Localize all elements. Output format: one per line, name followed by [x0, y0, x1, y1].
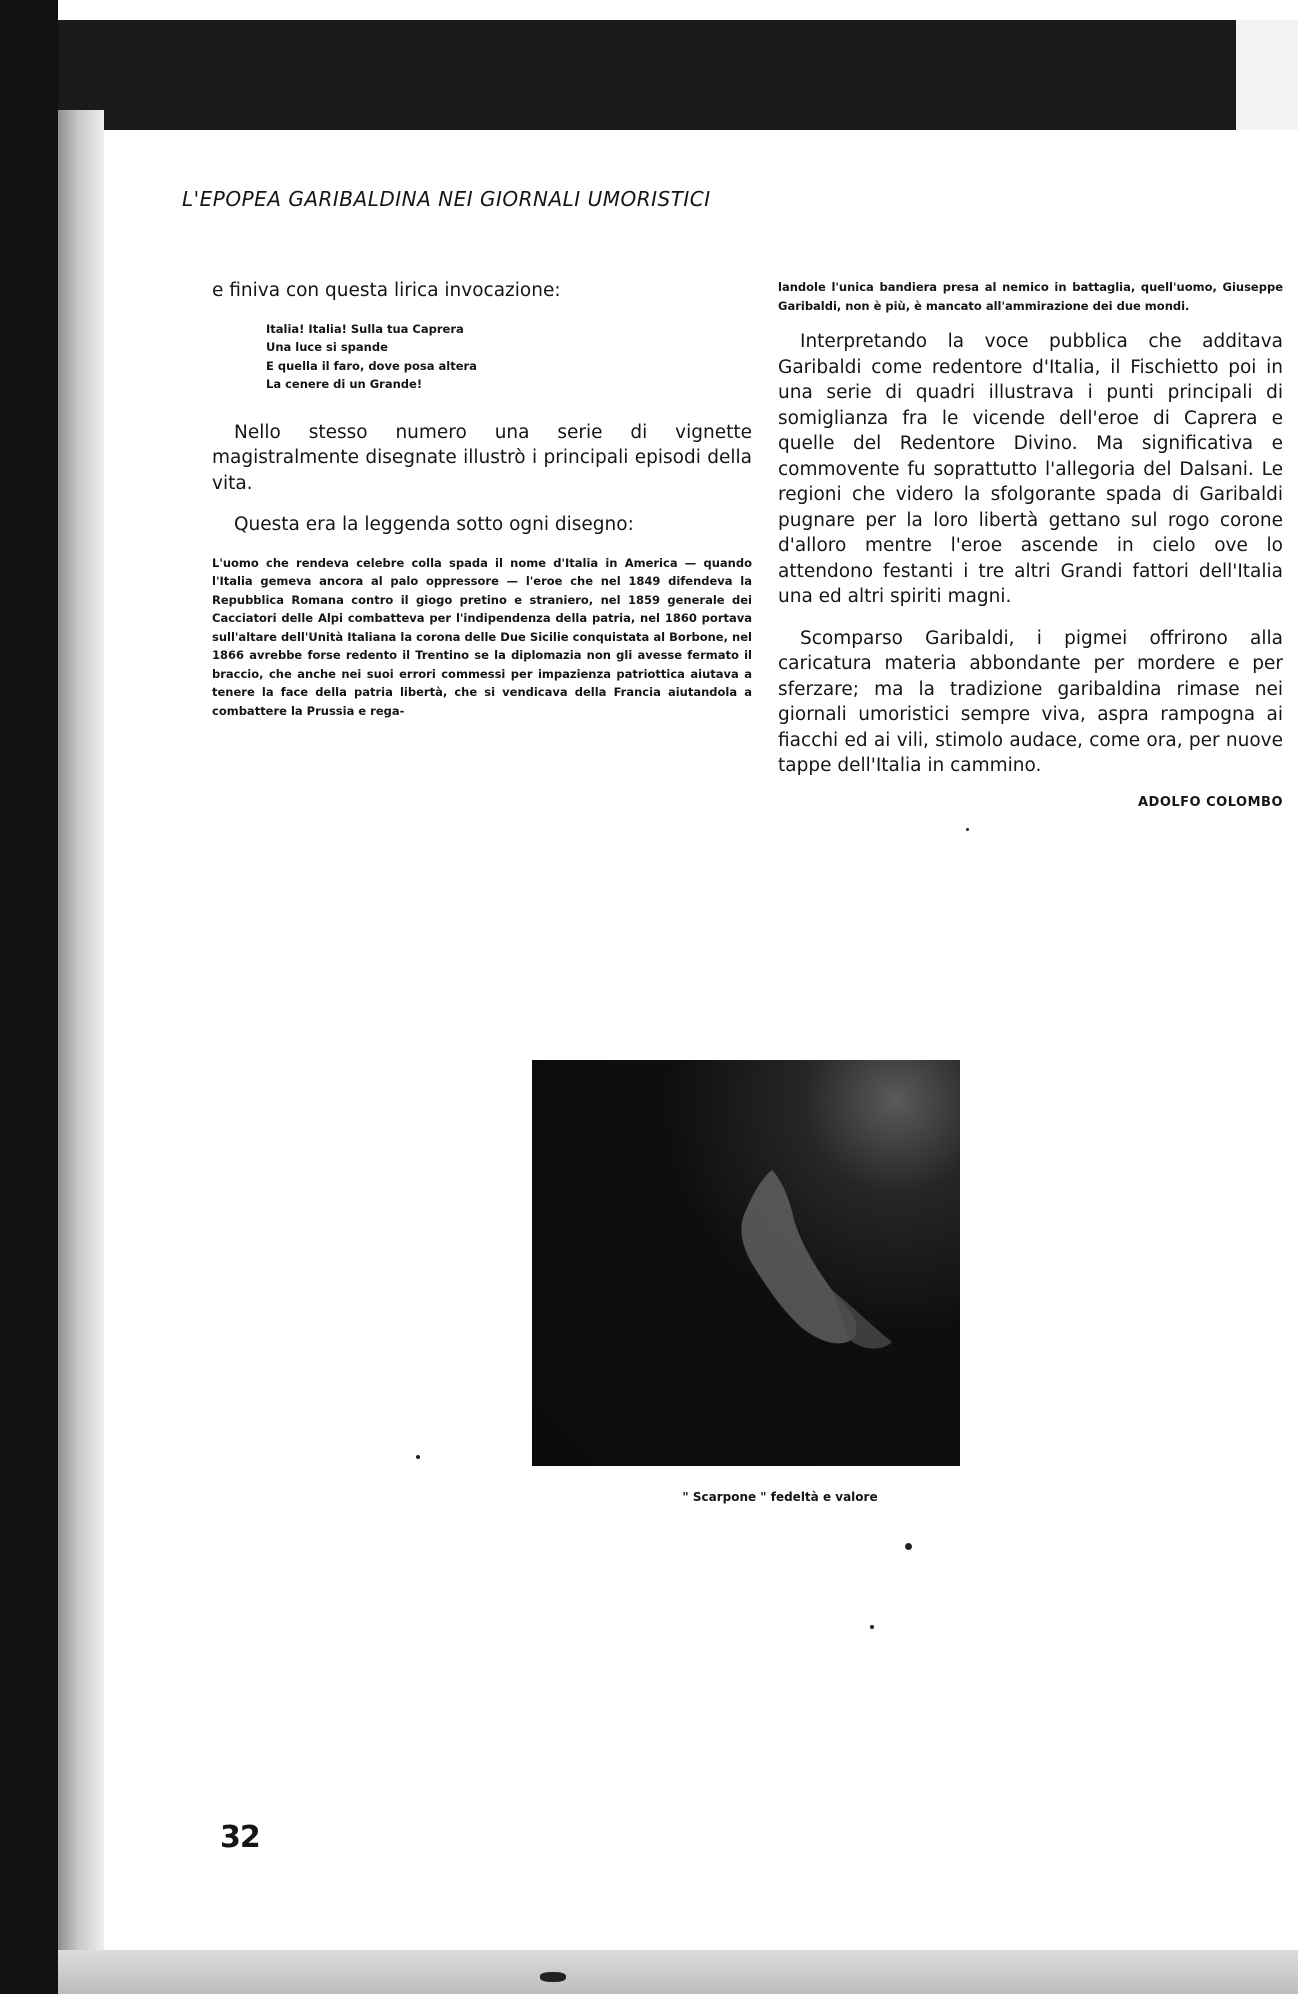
vignette-legend-continued: landole l'unica bandiera presa al nemico in battaglia, quell'uomo, Giuseppe Garibaldi, non è più, è mancato all'ammirazione dei due mondi.	[778, 280, 1283, 313]
poem	[266, 320, 752, 394]
author-signature: ADOLFO COLOMBO	[1137, 794, 1283, 810]
poem-line: Italia! Italia! Sulla tua Caprera	[266, 321, 464, 336]
paragraph: Scomparso Garibaldi, i pigmei offrirono alla caricatura materia abbondante per mordere e per sferzare; ma la tradizione garibaldina rimase nei giornali umoristici sempre viva, aspra rampogna ai fiacchi ed ai vili, stimolo audace, come ora, per nuove tappe dell'Italia in cammino.	[778, 627, 1283, 776]
paragraph: Interpretando la voce pubblica che additava Garibaldi come redentore d'Italia, il Fischietto poi in una serie di quadri illustrava i punti principali di somiglianza fra le vicende dell'eroe di Caprera e quelle del Redentore Divino. Ma significativa e commovente fu soprattutto l'allegoria del Dalsani. Le regioni che videro la sfolgorante spada di Garibaldi pugnare per la loro libertà gettano sul rogo corone d'alloro mentre l'eroe ascende in cielo ove lo attendono festanti i tre altri Grandi fattori dell'Italia una ed altri spiriti magni.	[778, 331, 1283, 607]
scan-page-edge	[58, 110, 104, 1994]
page-number: 32	[220, 1820, 260, 1855]
running-head: L'EPOPEA GARIBALDINA NEI GIORNALI UMORISTICI	[182, 187, 711, 211]
scan-bottom-shadow	[58, 1950, 1298, 1994]
halftone-photo	[532, 1060, 960, 1466]
photo-caption: " Scarpone " fedeltà e valore	[682, 1490, 878, 1504]
photo-figure-shape	[532, 1060, 960, 1466]
intro-line: e finiva con questa lirica invocazione:	[212, 280, 561, 301]
scan-left-shadow	[0, 0, 58, 1994]
poem-line: Una luce si spande	[266, 340, 388, 354]
scan-speck	[416, 1455, 420, 1459]
scan-speck	[905, 1543, 912, 1550]
paragraph: Questa era la leggenda sotto ogni disegno:	[234, 514, 634, 535]
scan-top-right-margin	[1236, 20, 1298, 130]
scan-top-shadow	[58, 20, 1236, 130]
scan-speck	[870, 1625, 874, 1629]
vignette-legend: L'uomo che rendeva celebre colla spada il nome d'Italia in America — quando l'Italia gemeva ancora al palo oppressore — l'eroe che nel 1849 difendeva la Repubblica Romana contro il giogo pretino e straniero, nel 1859 generale dei Cacciatori delle Alpi combatteva per l'indipendenza della patria, nel 1860 portava sull'altare dell'Unità Italiana la corona delle Due Sicilie conquistata al Borbone, nel 1866 avrebbe forse redento il Trentino se la diplomazia non gli avesse fermato il braccio, che anche nei suoi errori commessi per impazienza patriottica aiutava a tenere la face della patria libertà, che si vendicava della Francia aiutandola a combattere la Prussia e rega-	[212, 555, 752, 718]
poem-line: E quella il faro, dove posa altera	[266, 358, 477, 373]
left-column	[212, 278, 752, 734]
paragraph: Nello stesso numero una serie di vignette magistralmente disegnate illustrò i principali episodi della vita.	[212, 421, 752, 494]
poem-line: La cenere di un Grande!	[266, 377, 423, 391]
scan-speck	[966, 828, 969, 831]
right-column	[778, 278, 1283, 810]
scan-speck	[540, 1972, 566, 1982]
